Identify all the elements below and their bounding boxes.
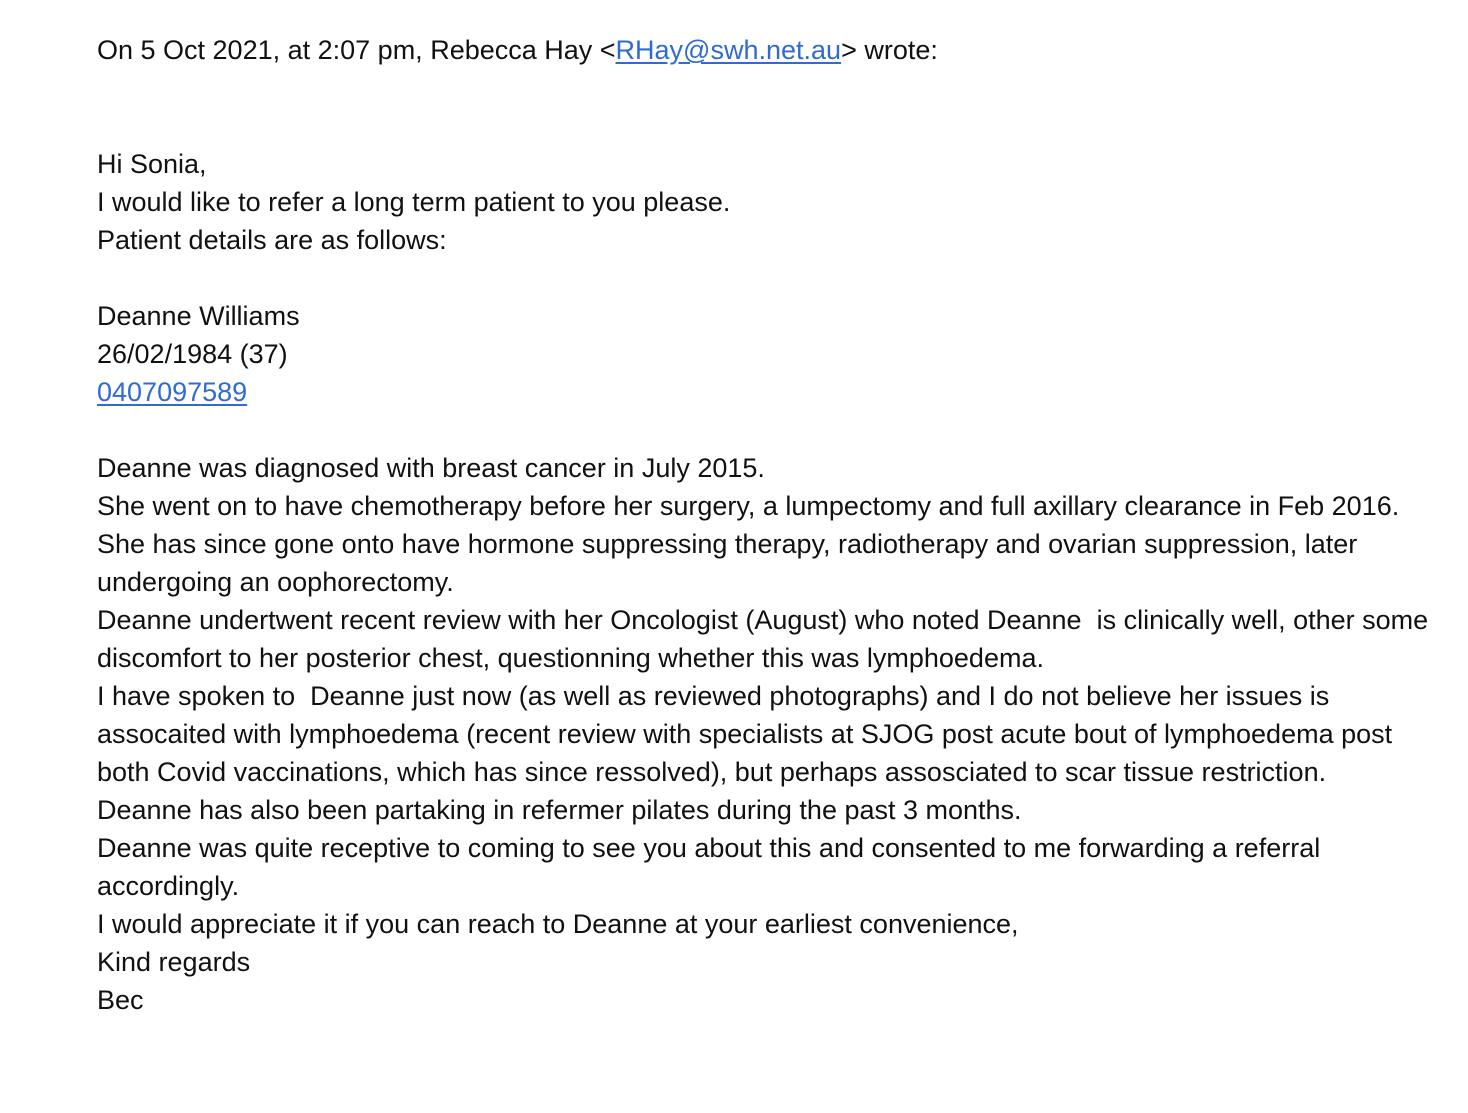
greeting-block (97, 145, 1437, 259)
quoted-header-prefix: On 5 Oct 2021, at 2:07 pm, Rebecca Hay < (97, 35, 616, 65)
body-paragraph: Deanne was quite receptive to coming to see you about this and consented to me forwarding a referral accordingly. (97, 833, 1328, 901)
referral-request-line: I would like to refer a long term patient to you please. (97, 187, 731, 217)
patient-dob: 26/02/1984 (37) (97, 339, 288, 369)
quoted-header (97, 31, 1437, 69)
quoted-header-suffix: > wrote: (841, 35, 938, 65)
body-paragraph: I have spoken to Deanne just now (as well as reviewed photographs) and I do not believe her issues is assocaited with lymphoedema (recent review with specialists at SJOG post acute bout of lymphoedema post both Covid vaccinations, which has since ressolved), but perhaps assosciated to scar tissue restriction. (97, 681, 1400, 787)
patient-phone-link[interactable]: 0407097589 (97, 377, 248, 407)
body-paragraph: Deanne was diagnosed with breast cancer in July 2015. (97, 453, 765, 483)
email-body (97, 31, 1437, 1019)
body-paragraph: I would appreciate it if you can reach to Deanne at your earliest convenience, (97, 909, 1019, 939)
referral-body (97, 449, 1437, 1019)
sender-email-link[interactable]: RHay@swh.net.au (615, 35, 842, 65)
details-intro-line: Patient details are as follows: (97, 225, 447, 255)
greeting-line: Hi Sonia, (97, 149, 207, 179)
body-paragraph: She went on to have chemotherapy before her surgery, a lumpectomy and full axillary clearance in Feb 2016. She has since gone onto have hormone suppressing therapy, radiotherapy and ovarian suppression, later undergoing an oophorectomy. (97, 491, 1415, 597)
sign-off: Kind regards (97, 947, 251, 977)
signature-name: Bec (97, 985, 144, 1015)
patient-details (97, 297, 1437, 411)
patient-name: Deanne Williams (97, 301, 300, 331)
body-paragraph: Deanne undertwent recent review with her Oncologist (August) who noted Deanne is clinically well, other some discomfort to her posterior chest, questionning whether this was lymphoedema. (97, 605, 1436, 673)
body-paragraph: Deanne has also been partaking in refermer pilates during the past 3 months. (97, 795, 1022, 825)
